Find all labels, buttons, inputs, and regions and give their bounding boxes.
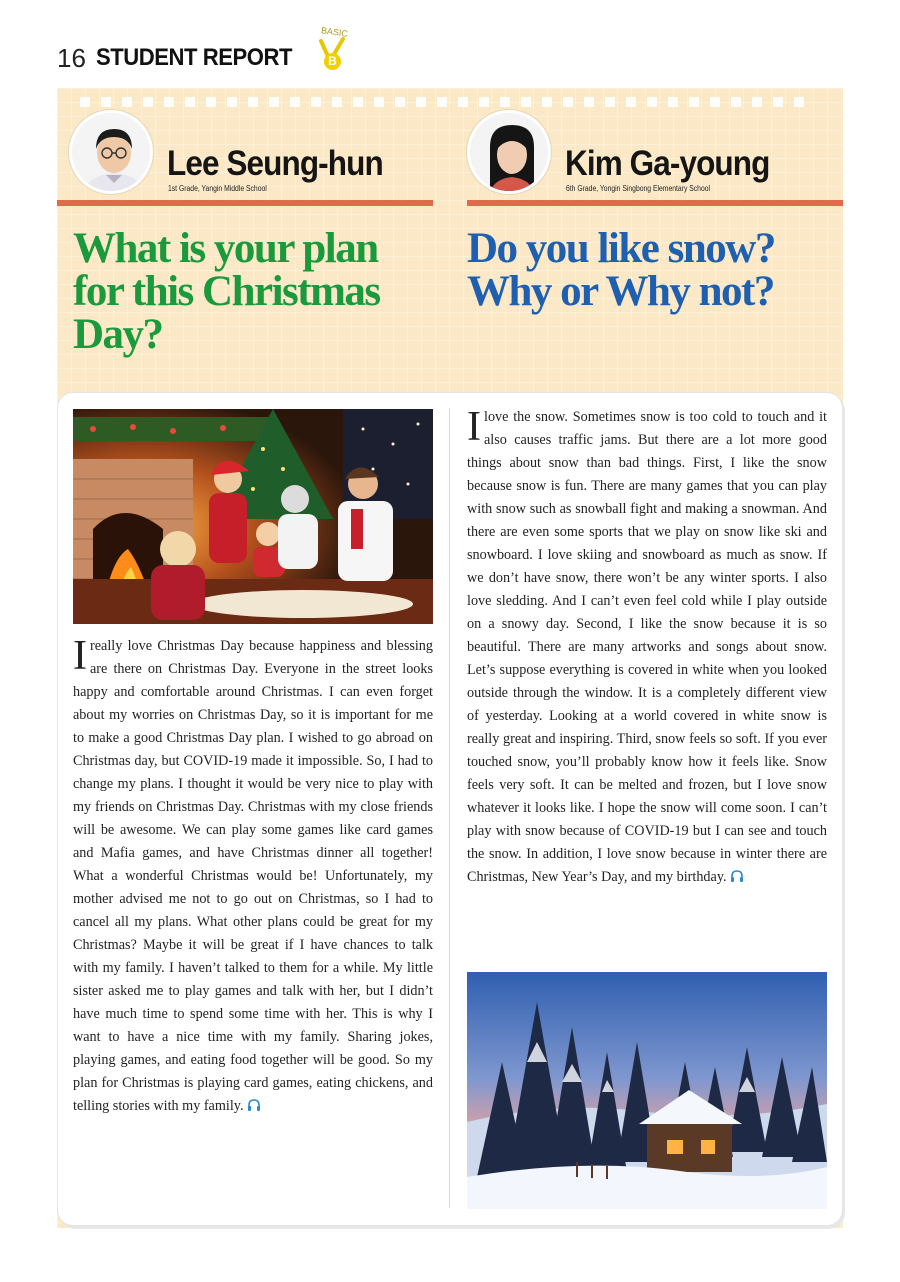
left-article-body bbox=[73, 635, 433, 1118]
article-text: really love Christmas Day because happiness and blessing are there on Christmas Day. Everyone in the street looks happy and comfortable around Christmas. I can even forget about my worries on Christmas Day, so it is important for me to make a good Christmas Day plan. I wished to go abroad on Christmas day, but COVID-19 made it impossible. So, I had to change my plans. I thought it would be very nice to play with my friends on Christmas Day. Christmas with my close friends will be awesome. We can play some games like card games and Mafia games, and have Christmas dinner all together! What a wonderful Christmas would be! Unfortunately, my mother advised me not to go out on Christmas, so I had to cancel all my plans. What other plans could be great for my Christmas? Maybe it will be great if I have chances to talk with my family. I haven’t talked to them for a while. My little sister asked me to play games and talk with her, but I didn’t have much time to spend some time with her. This is why I want to have a nice time with my family. Sharing jokes, playing games, and eating food together will be good. So my plan for Christmas is playing card games, eating chickens, and telling stories with my family. bbox=[73, 638, 433, 1114]
right-article-body bbox=[467, 406, 827, 889]
headphones-icon bbox=[730, 870, 744, 882]
question-heading-left: What is your plan for this Christmas Day? bbox=[73, 225, 380, 358]
student-name: Kim Ga-young bbox=[565, 144, 770, 183]
column-divider bbox=[449, 408, 450, 1208]
student-school: 1st Grade, Yangin Middle School bbox=[168, 184, 267, 193]
drop-cap: I bbox=[73, 633, 87, 679]
badge-letter: B bbox=[324, 53, 341, 70]
decorative-dots bbox=[80, 97, 830, 107]
avatar-lee bbox=[69, 110, 153, 194]
accent-bar-right bbox=[467, 200, 843, 206]
basic-badge bbox=[317, 25, 349, 77]
headphones-icon bbox=[247, 1099, 261, 1111]
student-name: Lee Seung-hun bbox=[167, 144, 383, 183]
page-number: 16 bbox=[57, 42, 86, 73]
accent-bar-left bbox=[57, 200, 433, 206]
badge-word: BASIC bbox=[320, 25, 349, 39]
snowy-cabin-photo bbox=[467, 972, 827, 1209]
drop-cap: I bbox=[467, 404, 481, 450]
christmas-family-photo bbox=[73, 409, 433, 624]
page-header bbox=[57, 25, 349, 78]
report-title: STUDENT REPORT bbox=[95, 44, 292, 71]
question-heading-right: Do you like snow? Why or Why not? bbox=[467, 225, 775, 315]
student-school: 6th Grade, Yongin Singbong Elementary School bbox=[566, 184, 711, 193]
avatar-kim bbox=[467, 110, 551, 194]
article-text: love the snow. Sometimes snow is too cold to touch and it also causes traffic jams. But there are a lot more good things about snow than bad things. First, I like the snow because snow is fun. There are many games that you can play with snow such as snowball fight and making a snowman. And there are even some sports that we play on snow like ski and snowboard. I love skiing and snowboard as much as snow. If we don’t have snow, there won’t be any winter sports. I also love sledding. And I can’t even feel cold while I play outside on a snowy day. Second, I like the snow because it is so beautiful. There are many artworks and songs about snow. Let’s suppose everything is covered in white when you looked outside through the window. It is a completely different view of yesterday. Looking at a world covered in white snow is really great and inspiring. Third, snow feels so soft. If you ever touched snow, you’ll probably know how it feels like. Snow feels very soft. It can be melted and frozen, but I love snow whatever it looks like. I hope the snow will come soon. I can’t play with snow because of COVID-19 but I can see and touch the snow. In addition, I love snow because in winter there are Christmas, New Year’s Day, and my birthday. bbox=[467, 409, 827, 885]
